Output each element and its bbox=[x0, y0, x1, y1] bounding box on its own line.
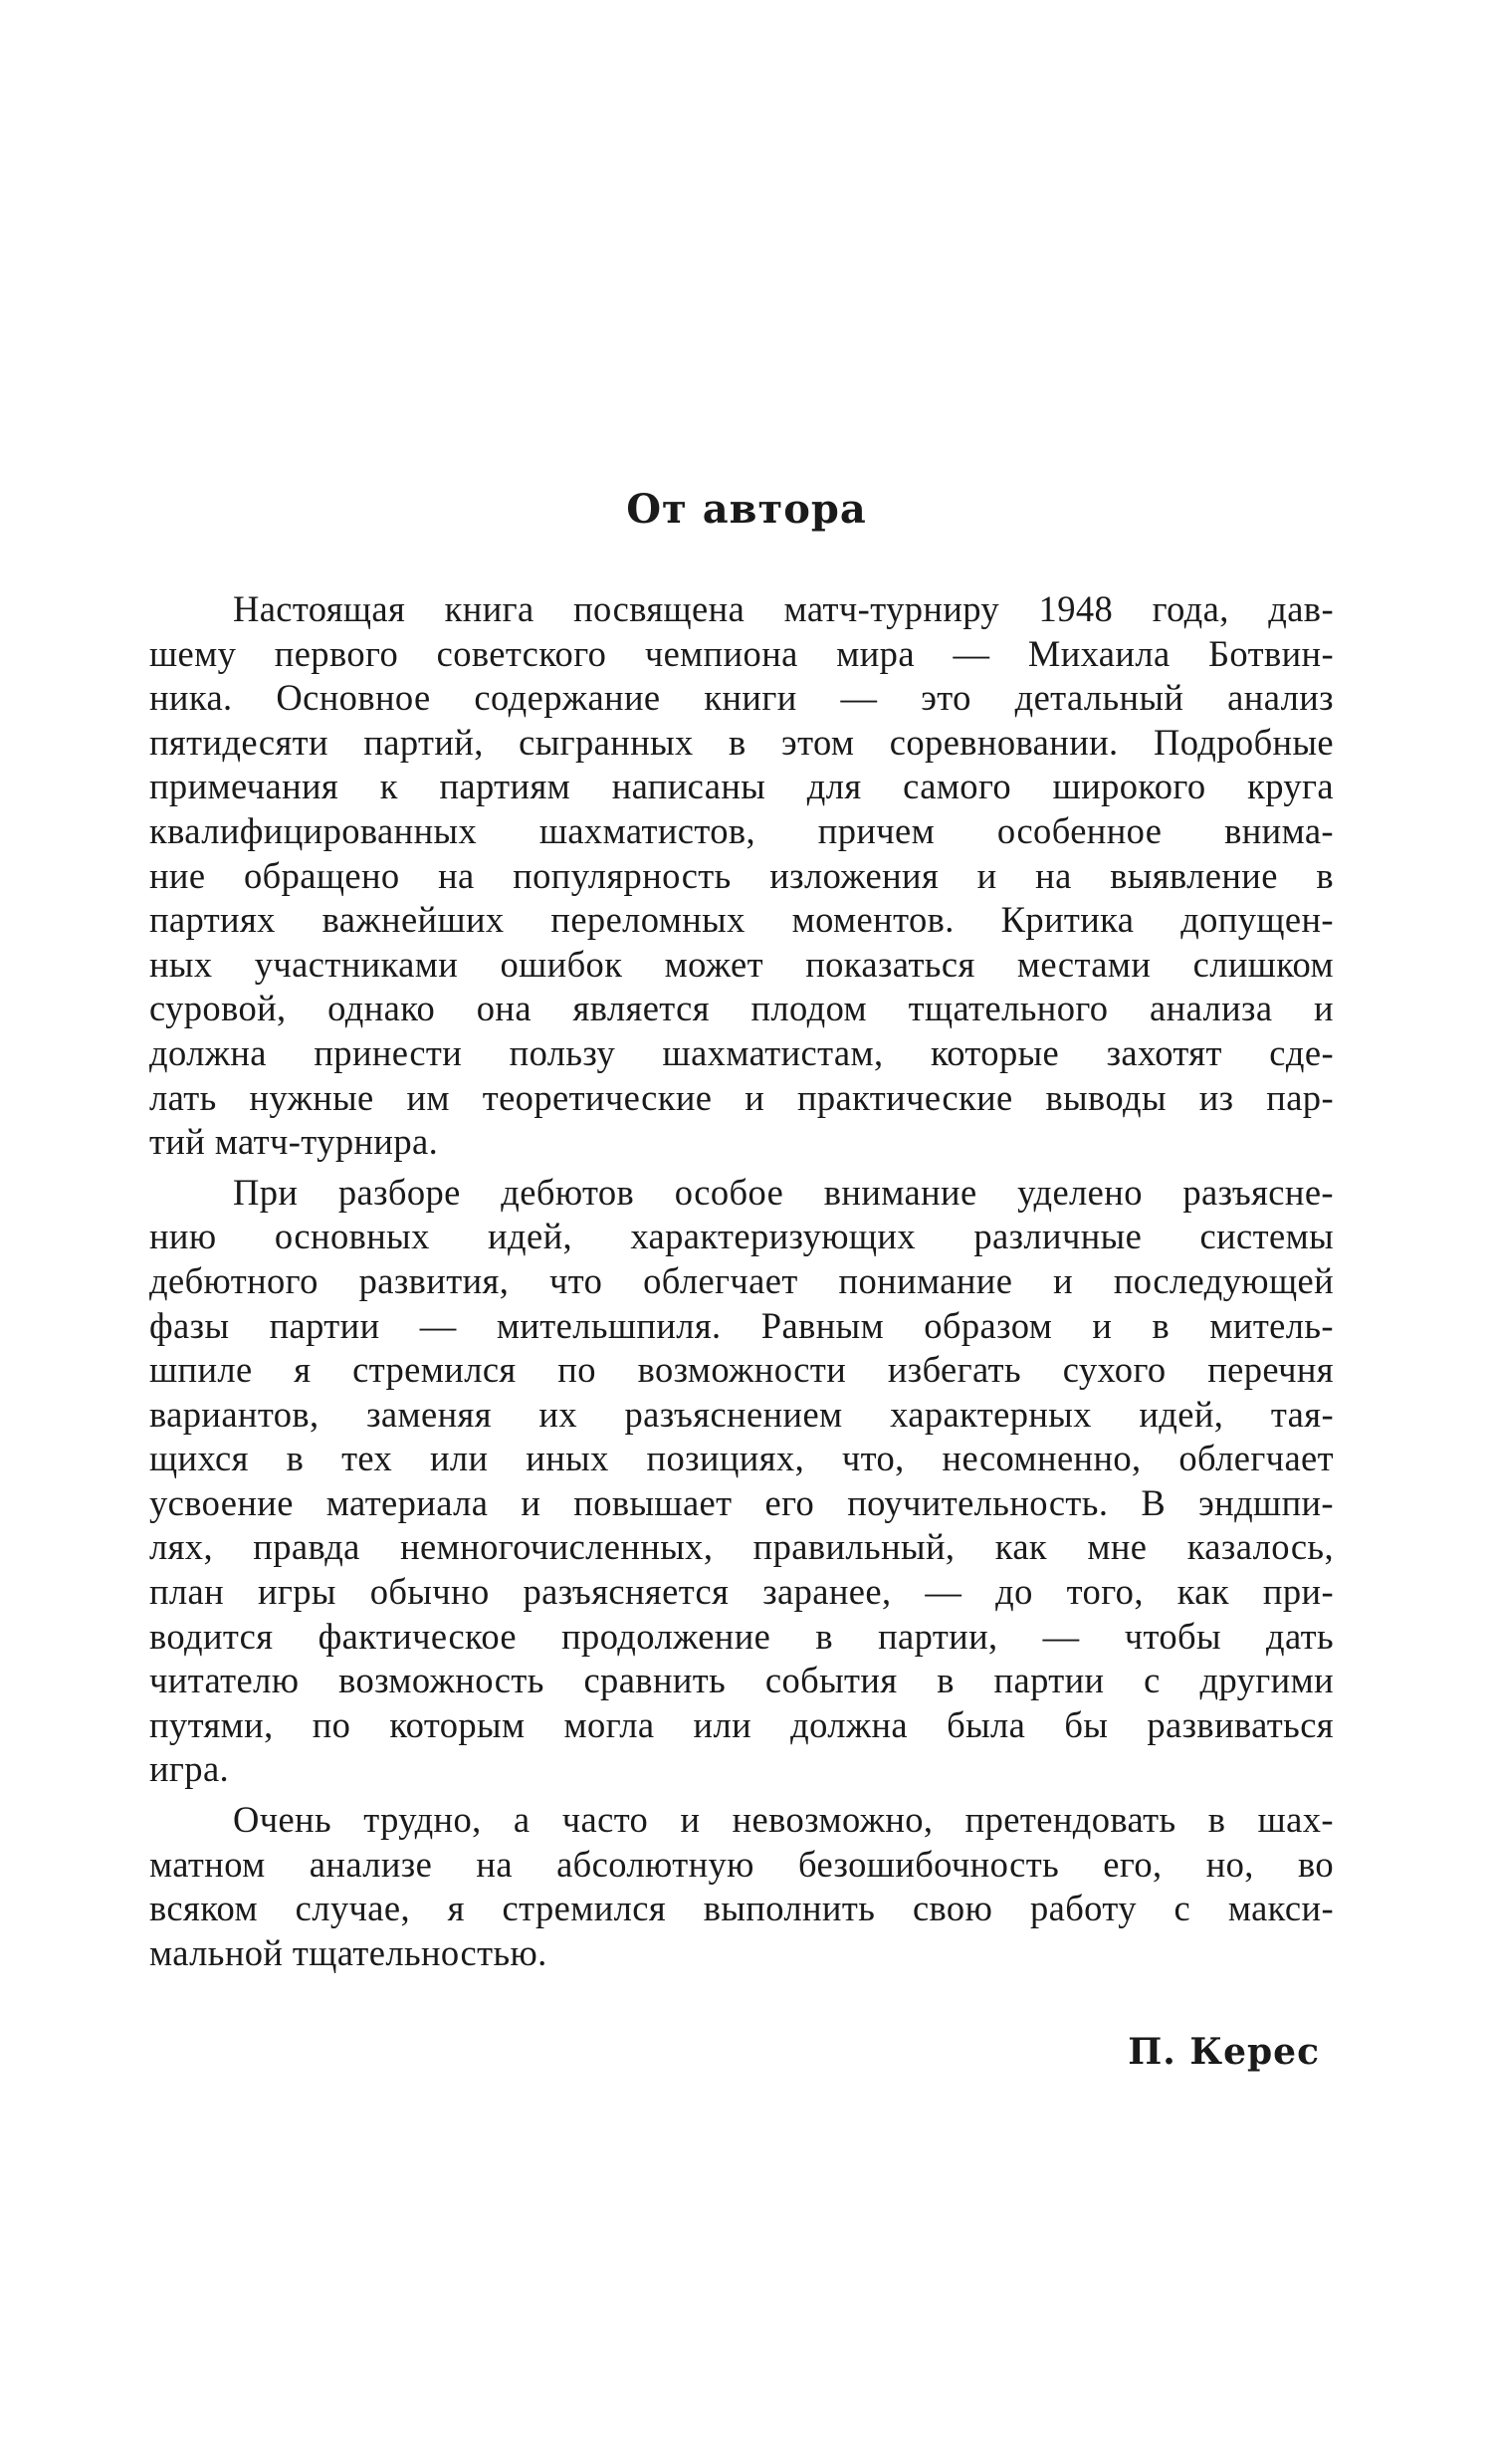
text-line: должна принести пользу шахматистам, которые захотят сде- bbox=[149, 1031, 1334, 1073]
text-line: щихся в тех или иных позициях, что, несомненно, облегчает bbox=[149, 1438, 1334, 1479]
page-title: От автора bbox=[626, 486, 867, 533]
author-signature: П. Керес bbox=[1128, 2031, 1320, 2073]
paragraph-3 bbox=[149, 1798, 1334, 1975]
text-line: фазы партии — мительшпиля. Равным образом и в митель- bbox=[149, 1304, 1334, 1346]
text-line: водится фактическое продолжение в партии, — чтобы дать bbox=[149, 1615, 1334, 1657]
text-line: дебютного развития, что облегчает понимание и последующей bbox=[149, 1259, 1334, 1301]
paragraph-1 bbox=[149, 587, 1334, 1165]
text-line: пятидесяти партий, сыгранных в этом соревновании. Подробные bbox=[149, 721, 1334, 763]
text-line: вариантов, заменяя их разъяснением характерных идей, тая- bbox=[149, 1393, 1334, 1435]
text-line: шпиле я стремился по возможности избегать сухого перечня bbox=[149, 1349, 1334, 1391]
text-line: суровой, однако она является плодом тщательного анализа и bbox=[149, 988, 1334, 1029]
text-line: лях, правда немногочисленных, правильный, как мне казалось, bbox=[149, 1526, 1334, 1568]
text-line: квалифицированных шахматистов, причем особенное внима- bbox=[149, 809, 1334, 851]
text-line: ных участниками ошибок может показаться местами слишком bbox=[149, 943, 1334, 985]
text-line: ние обращено на популярность изложения и на выявление в bbox=[149, 854, 1334, 896]
text-line: примечания к партиям написаны для самого широкого круга bbox=[149, 766, 1334, 807]
text-line: всяком случае, я стремился выполнить свою работу с макси- bbox=[149, 1888, 1334, 1929]
text-line: тий матч-турнира. bbox=[149, 1121, 439, 1163]
text-line: нию основных идей, характеризующих различные системы bbox=[149, 1216, 1334, 1257]
text-line: ника. Основное содержание книги — это детальный анализ bbox=[149, 677, 1334, 719]
text-line: матном анализе на абсолютную безошибочность его, но, во bbox=[149, 1843, 1334, 1885]
text-line: лать нужные им теоретические и практические выводы из пар- bbox=[149, 1076, 1334, 1118]
text-line: читателю возможность сравнить события в партии с другими bbox=[149, 1660, 1334, 1701]
text-line: мальной тщательностью. bbox=[149, 1931, 547, 1973]
text-line: игра. bbox=[149, 1748, 230, 1790]
text-line: усвоение материала и повышает его поучительность. В эндшпи- bbox=[149, 1481, 1334, 1523]
text-line: путями, по которым могла или должна была бы развиваться bbox=[149, 1703, 1334, 1745]
text-line: план игры обычно разъясняется заранее, — до того, как при- bbox=[149, 1571, 1334, 1613]
body-text bbox=[149, 587, 1334, 1981]
text-line: При разборе дебютов особое внимание уделено разъясне- bbox=[232, 1171, 1334, 1213]
text-line: шему первого советского чемпиона мира — Михаила Ботвин- bbox=[149, 632, 1334, 674]
text-line: Очень трудно, а часто и невозможно, претендовать в шах- bbox=[232, 1799, 1334, 1841]
text-line: партиях важнейших переломных моментов. Критика допущен- bbox=[149, 899, 1334, 941]
text-line: Настоящая книга посвящена матч-турниру 1948 года, дав- bbox=[232, 588, 1334, 629]
paragraph-2 bbox=[149, 1171, 1334, 1792]
